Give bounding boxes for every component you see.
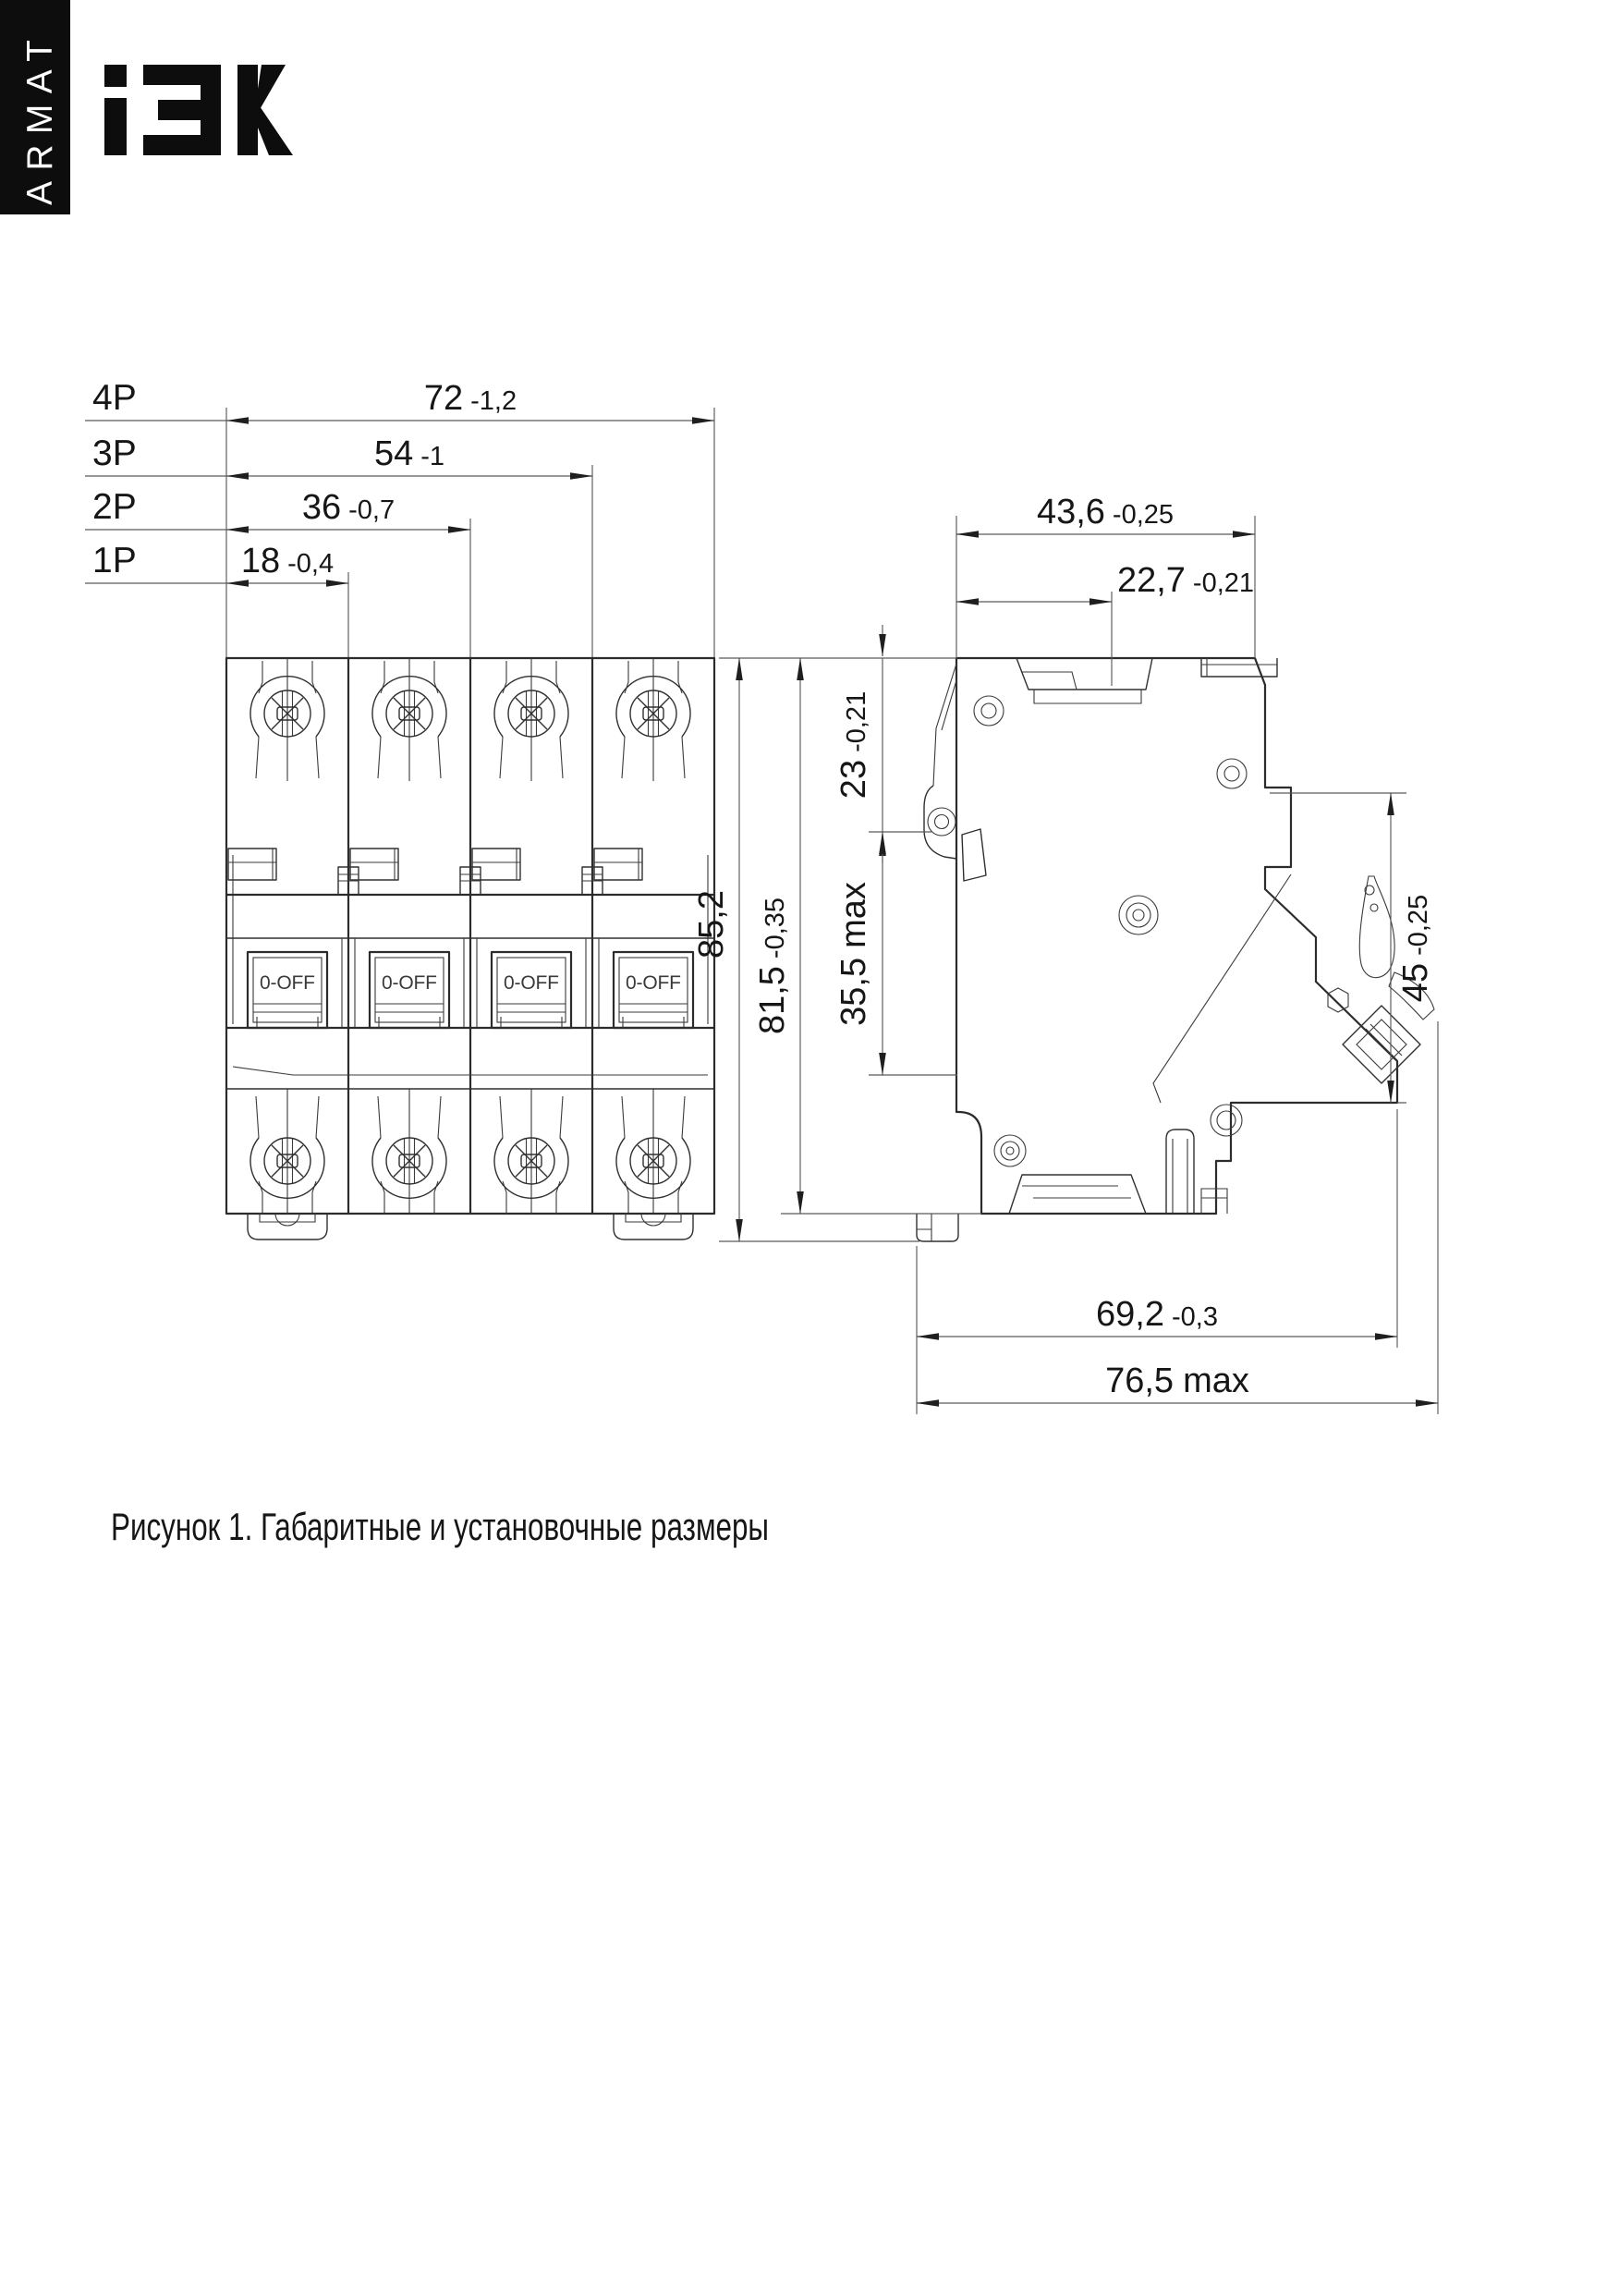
- side-view-dimensions: [692, 493, 1438, 1414]
- figure-caption: Рисунок 1. Габаритные и установочные размеры: [111, 1505, 769, 1548]
- terminal-clamp: [350, 849, 398, 880]
- din-mounting-foot: [248, 1213, 327, 1240]
- pole-count-label: 2P: [92, 487, 137, 527]
- iek-logo: [104, 65, 293, 155]
- dimension-text-4p: 72 -1,2: [423, 379, 517, 418]
- dimension-text-overall-height: 85,2: [692, 890, 731, 959]
- toggle-state-label: 0-OFF: [260, 972, 315, 994]
- dimension-text-top-width: 43,6 -0,25: [1036, 493, 1175, 531]
- side-view-body: [917, 658, 1434, 1241]
- pole-count-label: 4P: [92, 378, 137, 418]
- hex-nut: [1328, 988, 1348, 1012]
- toggle-state-label: 0-OFF: [382, 972, 437, 994]
- dimension-text-2p: 36 -0,7: [301, 488, 396, 527]
- housing-rivets: [974, 696, 1247, 1166]
- dimension-text-back-height: 45-0,25: [1396, 894, 1435, 1003]
- armat-series-sidebar: [0, 0, 70, 214]
- breaker-side-outline: [956, 658, 1397, 1214]
- rear-terminal-screw: [1343, 1006, 1420, 1083]
- din-mounting-foot: [614, 1213, 693, 1240]
- side-view-drawing: [692, 493, 1438, 1414]
- terminal-clamp: [472, 849, 520, 880]
- dimension-text-handle-width: 22,7 -0,21: [1116, 561, 1255, 600]
- toggle-state-label: 0-OFF: [626, 972, 681, 994]
- terminal-clamp: [594, 849, 642, 880]
- dimension-text-rail-depth: 69,2 -0,3: [1096, 1295, 1218, 1334]
- dimension-text-overall-depth: 76,5 max: [1105, 1362, 1249, 1400]
- dimension-text-latch-offset: 23-0,21: [834, 690, 873, 800]
- front-view-body: [226, 658, 714, 1240]
- terminal-clamp: [228, 849, 276, 880]
- dimension-text-1p: 18 -0,4: [240, 542, 335, 580]
- front-view-dimensions: [85, 378, 714, 658]
- pole-count-label: 3P: [92, 434, 137, 473]
- series-name-vertical: ARMAT: [20, 37, 60, 205]
- pole-count-label: 1P: [92, 541, 137, 580]
- toggle-state-label: 0-OFF: [504, 972, 559, 994]
- dimension-text-body-height: 81,5-0,35: [753, 897, 792, 1035]
- dimension-text-3p: 54 -1: [373, 434, 445, 473]
- dimension-text-front-depth: 35,5max: [834, 882, 873, 1026]
- front-view-drawing: [85, 378, 714, 1240]
